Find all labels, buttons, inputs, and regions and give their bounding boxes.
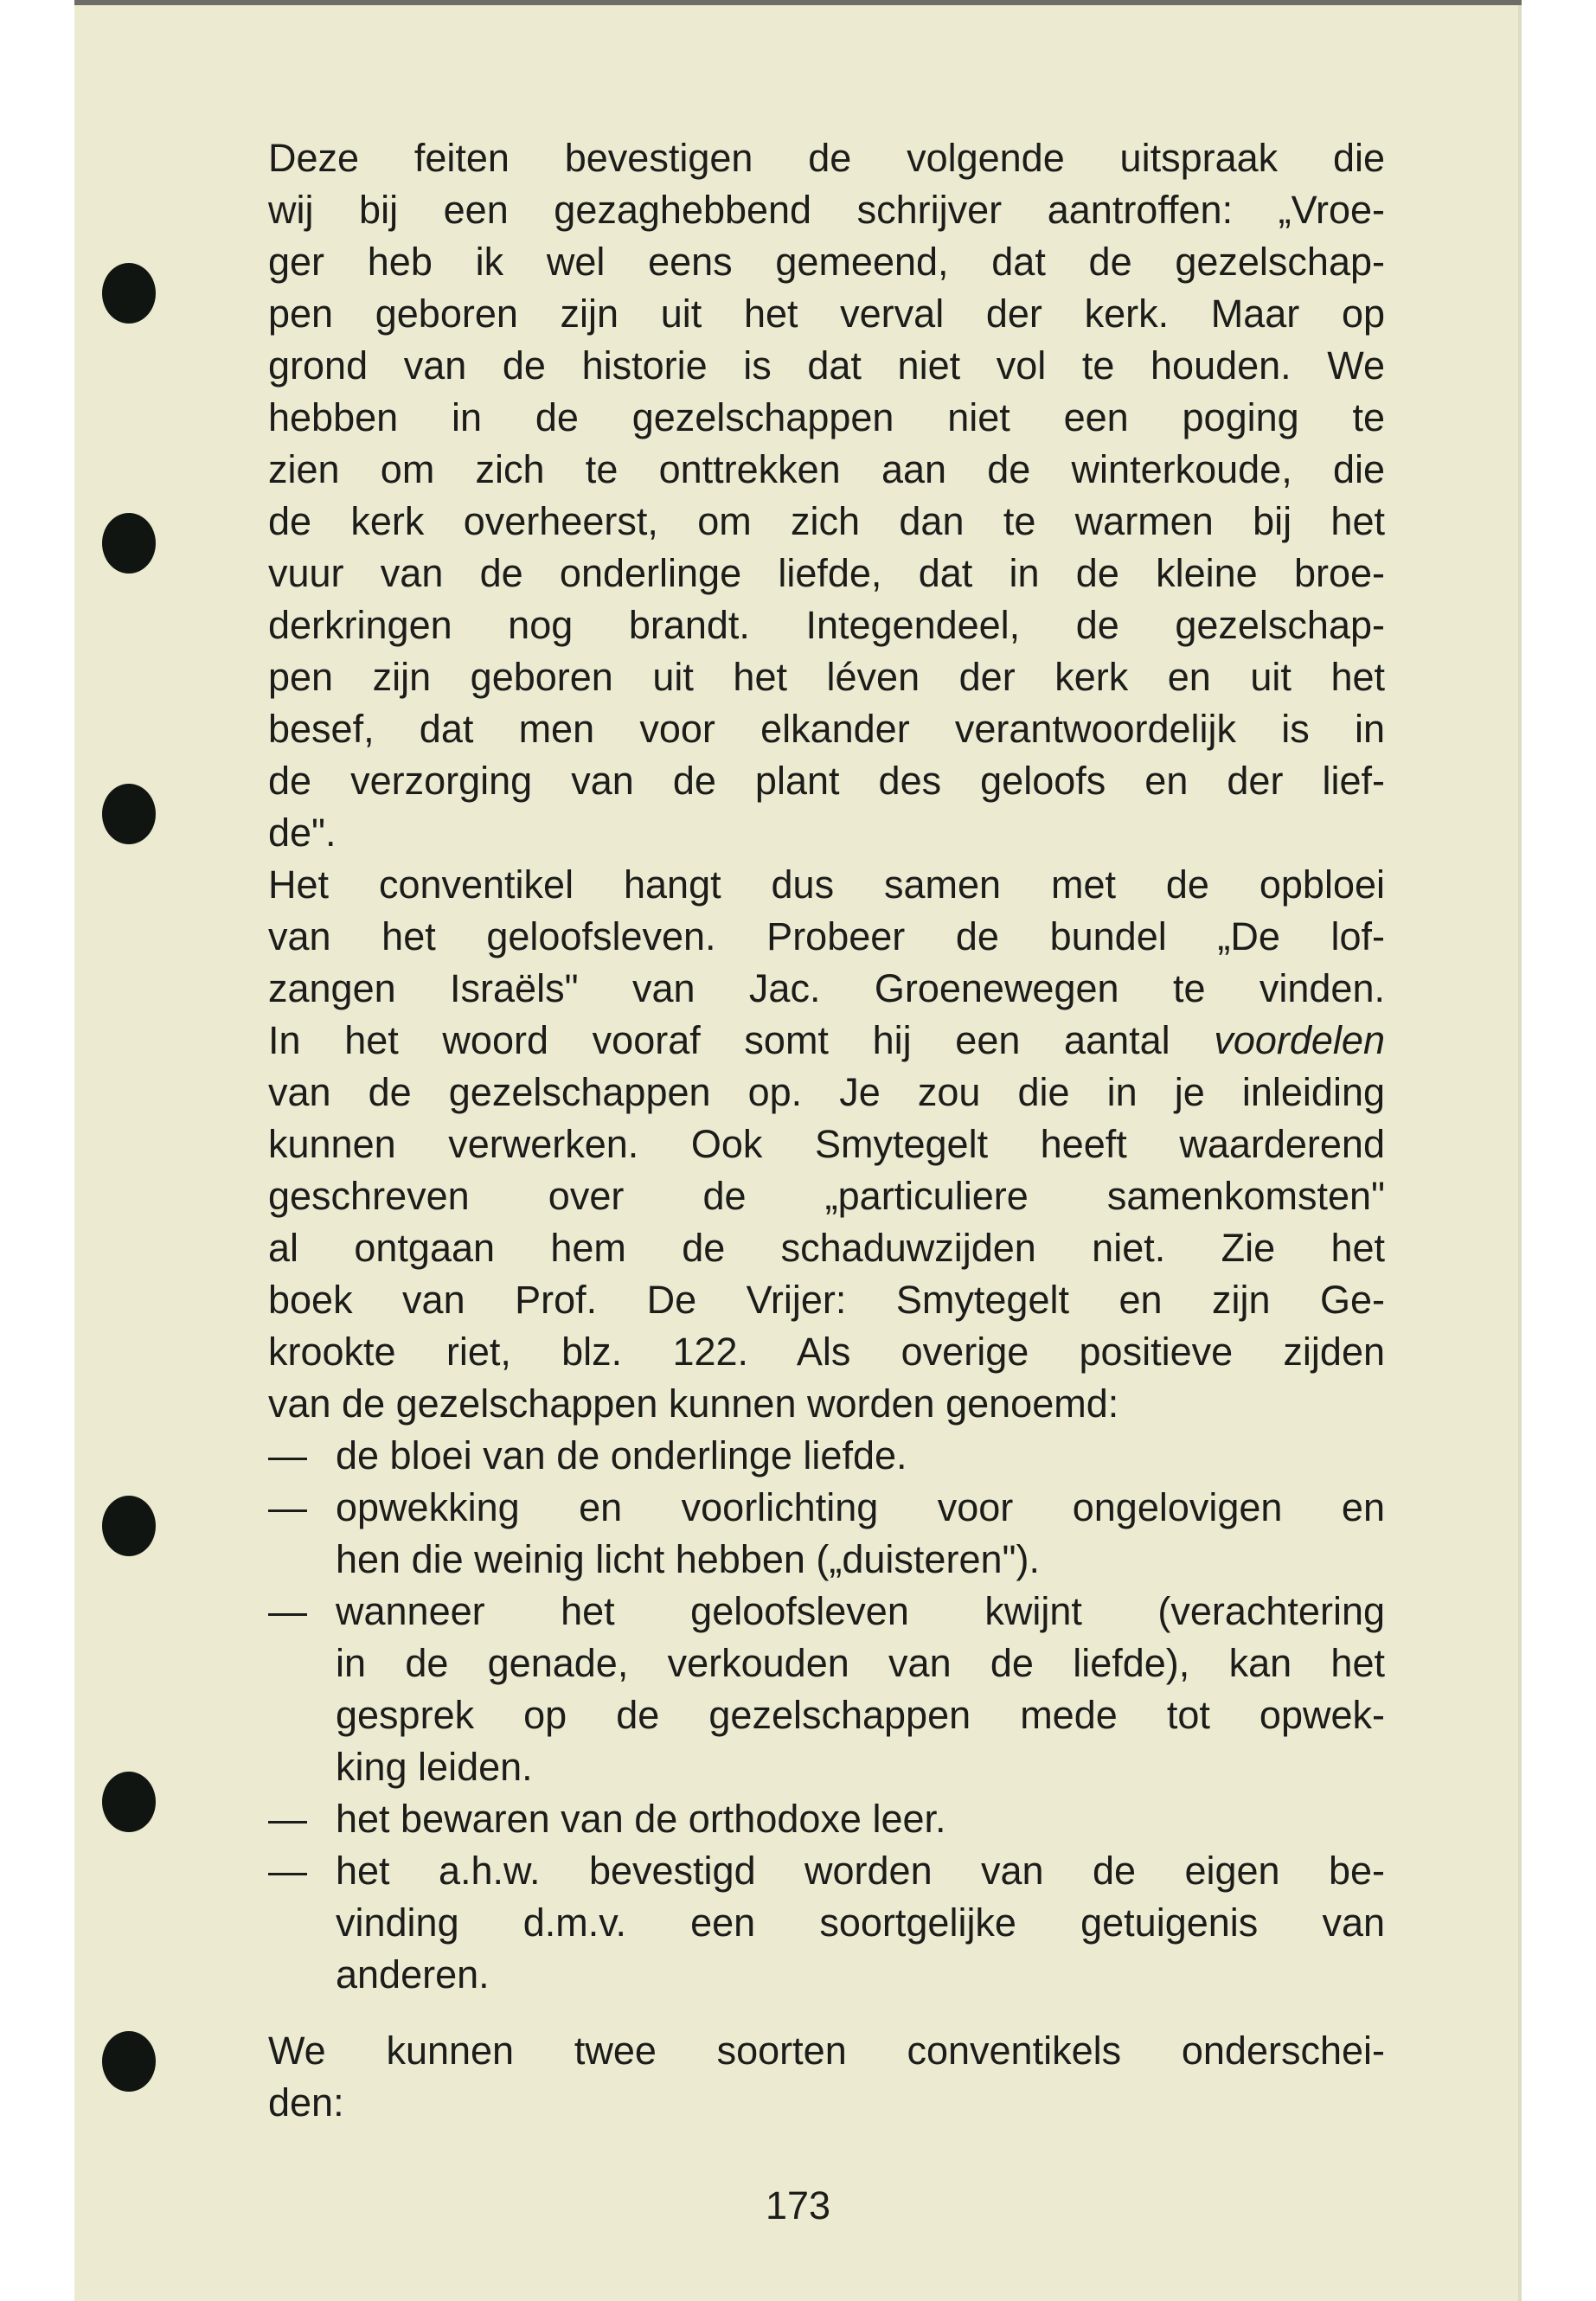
line-text: de". [268, 811, 337, 855]
line-text: grond van de historie is dat niet vol te houden. We [268, 343, 1385, 388]
list-item-text: het bewaren van de orthodoxe leer. [336, 1797, 946, 1841]
text-line [268, 1378, 1385, 1430]
text-line [268, 1274, 1385, 1326]
line-text: kunnen verwerken. Ook Smytegelt heeft waarderend [268, 1122, 1385, 1166]
list-item-text: opwekking en voorlichting voor ongelovigen en [336, 1485, 1385, 1529]
list-item-line [268, 1482, 1385, 1534]
text-line [268, 755, 1385, 807]
line-text: van de gezelschappen op. Je zou die in je inleiding [268, 1070, 1385, 1114]
line-text: de kerk overheerst, om zich dan te warmen bij het [268, 499, 1385, 543]
list-item-line [268, 1586, 1385, 1638]
line-text: zangen Israëls" van Jac. Groenewegen te vinden. [268, 966, 1385, 1010]
punch-hole-icon [102, 1496, 156, 1556]
text-line [268, 859, 1385, 911]
text-line [268, 963, 1385, 1015]
line-text: zien om zich te onttrekken aan de winterkoude, die [268, 447, 1385, 491]
punch-hole-icon [102, 513, 156, 574]
dash-bullet: — [268, 1485, 307, 1529]
line-text: vinding d.m.v. een soortgelijke getuigenis van [336, 1900, 1385, 1945]
page-number: 173 [765, 2183, 831, 2227]
text-line [268, 807, 1385, 859]
line-text: van de gezelschappen kunnen worden genoemd: [268, 1381, 1119, 1426]
line-text: in de genade, verkouden van de liefde), kan het [336, 1641, 1385, 1685]
text-line [268, 2077, 1385, 2129]
text-line [268, 703, 1385, 755]
list-item-text: de bloei van de onderlinge liefde. [336, 1433, 907, 1477]
line-text: gesprek op de gezelschappen mede tot opwek- [336, 1693, 1385, 1737]
text-line [268, 911, 1385, 963]
line-text: We kunnen twee soorten conventikels onderschei- [268, 2029, 1385, 2073]
text-line [268, 2025, 1385, 2077]
line-text: boek van Prof. De Vrijer: Smytegelt en zijn Ge- [268, 1278, 1385, 1322]
line-text: Het conventikel hangt dus samen met de opbloei [268, 862, 1385, 907]
line-text: Deze feiten bevestigen de volgende uitspraak die [268, 136, 1385, 180]
text-line [268, 340, 1385, 392]
text-line [268, 1170, 1385, 1222]
line-text: van het geloofsleven. Probeer de bundel „De lof- [268, 914, 1385, 958]
text-line [268, 1222, 1385, 1274]
text-line [268, 1015, 1385, 1067]
text-line [268, 496, 1385, 548]
line-text: ger heb ik wel eens gemeend, dat de gezelschap- [268, 240, 1385, 284]
dash-bullet: — [268, 1849, 307, 1893]
line-text: pen zijn geboren uit het léven der kerk en uit het [268, 655, 1385, 699]
line-text: vuur van de onderlinge liefde, dat in de kleine broe- [268, 551, 1385, 595]
line-text: hen die weinig licht hebben („duisteren"). [336, 1537, 1040, 1581]
list-continuation-line [336, 1689, 1385, 1741]
line-text: In het woord vooraf somt hij een aantal [268, 1018, 1215, 1062]
text-line [268, 651, 1385, 703]
dash-bullet: — [268, 1589, 307, 1633]
list-continuation-line [336, 1897, 1385, 1949]
text-line [268, 392, 1385, 444]
list-continuation-line [336, 1534, 1385, 1586]
punch-hole-icon [102, 2031, 156, 2092]
text-line [268, 1326, 1385, 1378]
text-line [268, 236, 1385, 288]
list-item-line [268, 1793, 1385, 1845]
list-continuation-line [336, 1741, 1385, 1793]
line-text: derkringen nog brandt. Integendeel, de gezelschap- [268, 603, 1385, 647]
punch-hole-icon [102, 263, 156, 324]
dash-bullet: — [268, 1433, 307, 1477]
list-item-text: het a.h.w. bevestigd worden van de eigen be- [336, 1849, 1385, 1893]
text-line [268, 599, 1385, 651]
line-text: de verzorging van de plant des geloofs en der lief- [268, 759, 1385, 803]
list-continuation-line [336, 1949, 1385, 2001]
list-continuation-line [336, 1638, 1385, 1689]
line-text: al ontgaan hem de schaduwzijden niet. Zie het [268, 1226, 1385, 1270]
line-text: geschreven over de „particuliere samenkomsten" [268, 1174, 1385, 1218]
punch-hole-icon [102, 784, 156, 844]
text-line [268, 132, 1385, 184]
text-line [268, 184, 1385, 236]
list-item-text: wanneer het geloofsleven kwijnt (verachtering [336, 1589, 1385, 1633]
punch-hole-icon [102, 1772, 156, 1832]
text-line [268, 444, 1385, 496]
list-item-line [268, 1845, 1385, 1897]
line-text: king leiden. [336, 1745, 533, 1789]
text-line [268, 1067, 1385, 1118]
line-text: wij bij een gezaghebbend schrijver aantroffen: „Vroe- [268, 188, 1385, 232]
line-text: den: [268, 2080, 344, 2125]
line-text: besef, dat men voor elkander verantwoordelijk is in [268, 707, 1385, 751]
list-item-line [268, 1430, 1385, 1482]
text-line [268, 1118, 1385, 1170]
emphasis-text: voordelen [1214, 1018, 1385, 1062]
text-line [268, 548, 1385, 599]
dash-bullet: — [268, 1797, 307, 1841]
line-text: anderen. [336, 1952, 490, 1997]
line-text: hebben in de gezelschappen niet een poging te [268, 395, 1385, 439]
line-text: krookte riet, blz. 122. Als overige positieve zijden [268, 1330, 1385, 1374]
line-text: pen geboren zijn uit het verval der kerk. Maar op [268, 292, 1385, 336]
text-line [268, 288, 1385, 340]
